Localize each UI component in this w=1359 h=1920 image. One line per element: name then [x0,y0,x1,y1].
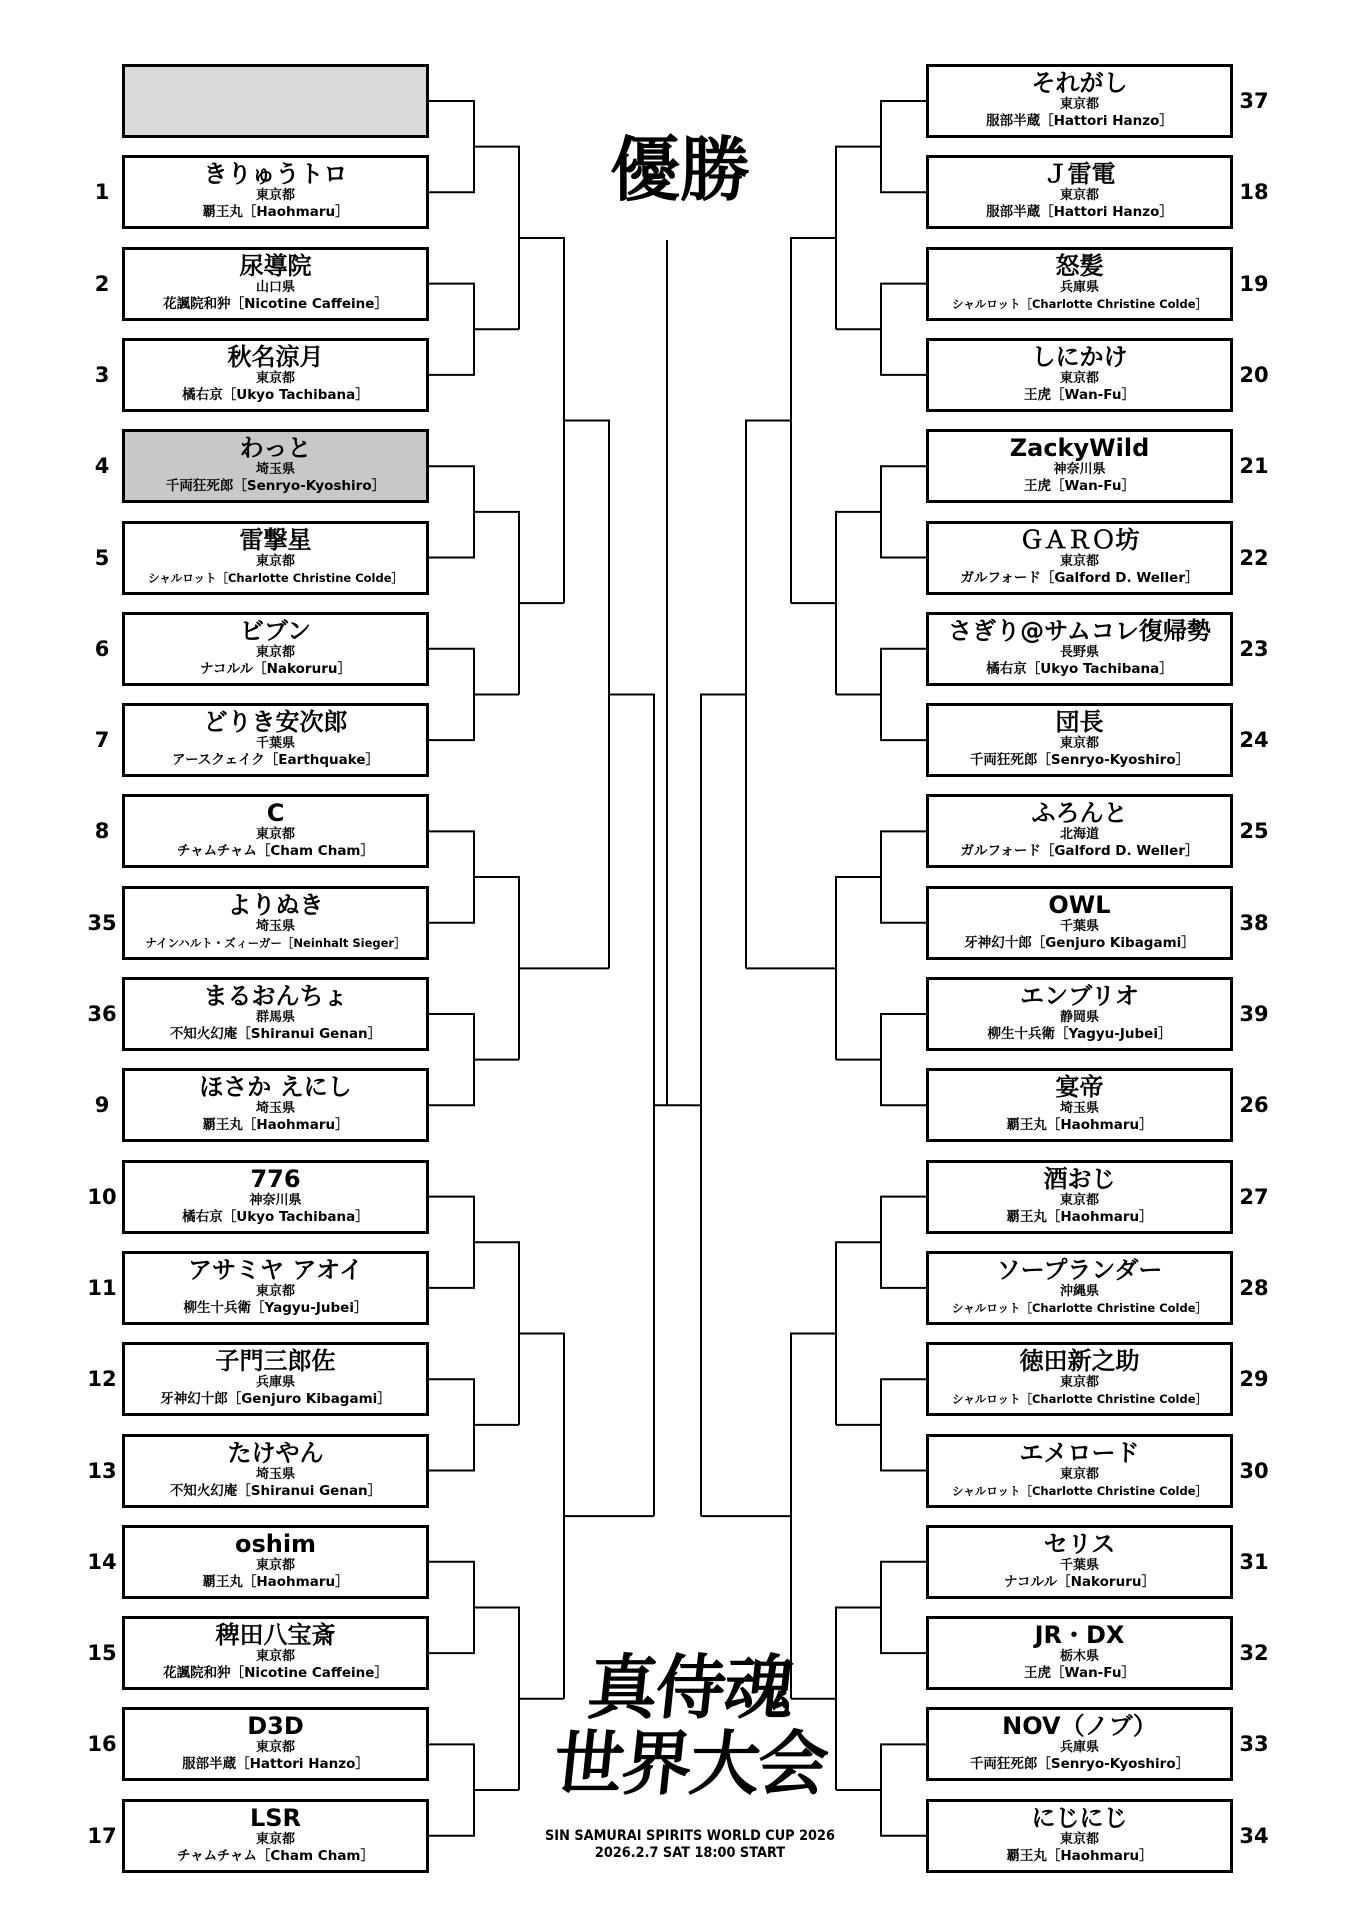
player-name: ほさか えにし [199,1073,352,1102]
player-character: 柳生十兵衛［Yagyu-Jubei］ [987,1026,1172,1042]
seed-number: 31 [1239,1549,1269,1574]
player-prefecture: 東京都 [1059,736,1099,752]
player-slot [122,1616,429,1690]
player-slot [926,429,1233,503]
player-slot [122,612,429,686]
player-character: 服部半蔵［Hattori Hanzo］ [986,204,1173,221]
seed-number: 9 [94,1093,110,1118]
player-character: 服部半蔵［Hattori Hanzo］ [986,113,1173,129]
bracket-line [474,1242,519,1425]
player-prefecture: 埼玉県 [255,1466,295,1482]
player-prefecture: 北海道 [1059,827,1099,843]
player-slot [122,1707,429,1781]
player-character: 花諷院和狆［Nicotine Caffeine］ [163,1665,388,1682]
player-prefecture: 東京都 [1059,188,1099,204]
bracket-line [429,1014,474,1105]
player-name: にじにじ [1031,1803,1128,1832]
bracket-line [836,877,881,1060]
player-name: わっと [239,434,312,463]
seed-number: 8 [94,819,110,844]
seed-number: 2 [94,271,110,296]
player-character: チャムチャム［Cham Cham］ [176,1847,374,1864]
seed-number: 38 [1239,910,1269,935]
bracket-line [881,1562,926,1653]
player-prefecture: 神奈川県 [249,1192,302,1208]
seed-number: 26 [1239,1093,1269,1118]
event-info [534,1828,847,1862]
player-character: 不知火幻庵［Shiranui Genan］ [169,1482,382,1499]
player-name: エメロード [1019,1438,1140,1467]
player-name: よりぬき [227,890,324,919]
player-slot [926,247,1233,321]
player-prefecture: 栃木県 [1059,1649,1099,1665]
bracket-line [474,512,519,695]
player-character: 王虎［Wan-Fu］ [1024,386,1135,403]
player-name: きりゅうトロ [203,160,348,189]
bracket-line [881,649,926,740]
player-slot [122,1799,429,1873]
bracket-line [836,147,881,330]
bracket-line [474,877,519,1060]
player-name: エンブリオ [1020,982,1139,1010]
player-character: シャルロット［Charlotte Christine Colde］ [951,296,1208,311]
player-name: NOV（ノブ） [1002,1712,1157,1741]
player-prefecture: 東京都 [255,1283,295,1299]
player-name: 宴帝 [1055,1073,1104,1102]
bracket-line [881,1197,926,1288]
bracket-line [519,238,564,603]
player-slot [926,886,1233,960]
bracket-line [429,1197,474,1288]
player-character: 千両狂死郎［Senryo-Kyoshiro］ [165,478,386,495]
player-character: 千両狂死郎［Senryo-Kyoshiro］ [969,1756,1190,1773]
player-character: アースクェイク［Earthquake］ [172,752,379,769]
player-prefecture: 山口県 [255,279,295,295]
player-slot [926,1342,1233,1416]
bracket-line [429,101,474,192]
player-slot [926,521,1233,595]
player-slot [122,1525,429,1599]
player-character: 橘右京［Ukyo Tachibana］ [986,660,1173,677]
bracket-line [474,1607,519,1790]
bracket-line [791,1334,836,1699]
player-prefecture: 兵庫県 [1059,279,1099,295]
player-slot [122,1160,429,1234]
bracket-line [881,831,926,922]
player-prefecture: 埼玉県 [255,1101,295,1117]
seed-number: 10 [87,1184,117,1209]
bracket-line [429,1744,474,1835]
seed-number: 32 [1239,1641,1269,1666]
player-character: シャルロット［Charlotte Christine Colde］ [951,1483,1208,1498]
seed-number: 1 [94,180,110,205]
player-prefecture: 東京都 [255,553,295,569]
player-name: LSR [249,1803,302,1832]
player-prefecture: 東京都 [1059,370,1099,386]
bracket-line [881,1014,926,1105]
player-prefecture: 埼玉県 [255,918,295,934]
player-name: しにかけ [1031,342,1128,371]
event-logo [540,1646,840,1805]
seed-number: 17 [87,1823,117,1848]
seed-number: 39 [1239,1002,1269,1026]
player-prefecture: 東京都 [1059,1466,1099,1482]
seed-number: 21 [1239,454,1269,479]
bracket-line [836,512,881,695]
player-prefecture: 東京都 [1059,553,1099,569]
bracket-line [429,1562,474,1653]
player-slot [926,794,1233,868]
player-name: どりき安次郎 [203,708,348,737]
player-character: 覇王丸［Haohmaru］ [202,1573,349,1590]
player-name: Ｊ雷電 [1043,160,1116,189]
seed-number: 34 [1239,1823,1269,1848]
bracket-line [519,1334,564,1699]
bracket-line [429,831,474,922]
player-prefecture: 群馬県 [255,1010,295,1025]
seed-number: 35 [87,910,117,935]
player-name: たけやん [227,1438,324,1467]
event-date: 2026.2.7 SAT 18:00 START [594,1845,786,1861]
bracket-line [429,284,474,375]
player-slot [926,338,1233,412]
seed-number: 15 [87,1641,117,1666]
player-slot [122,886,429,960]
seed-number: 28 [1239,1275,1269,1300]
player-name: 怒髪 [1055,251,1104,280]
seed-number: 29 [1239,1367,1269,1392]
bracket-line [881,1379,926,1470]
player-character: ナコルル［Nakoruru］ [200,660,351,677]
player-prefecture: 長野県 [1059,644,1099,660]
player-name: 776 [250,1164,301,1193]
seed-number: 16 [87,1732,117,1757]
player-character: ガルフォード［Galford D. Weller］ [960,569,1199,586]
player-prefecture: 東京都 [1059,1192,1099,1208]
player-slot [926,612,1233,686]
player-slot [926,977,1233,1051]
seed-number: 12 [87,1367,117,1392]
player-name: 徳田新之助 [1019,1347,1140,1376]
player-slot [926,1434,1233,1508]
player-name: 秋名涼月 [227,342,324,371]
bracket-line [881,1744,926,1835]
seed-number: 4 [94,454,110,479]
player-character: 覇王丸［Haohmaru］ [1006,1847,1153,1864]
seed-number: 5 [94,545,110,570]
player-slot [926,1525,1233,1599]
player-character: 橘右京［Ukyo Tachibana］ [182,1208,369,1225]
player-character: 王虎［Wan-Fu］ [1024,1665,1135,1682]
player-slot [926,1616,1233,1690]
bracket-line [654,240,667,1105]
logo-line-2: 世界大会 [549,1722,831,1805]
seed-number: 27 [1239,1184,1269,1209]
player-slot [926,64,1233,138]
player-prefecture: 沖縄県 [1059,1283,1099,1299]
player-slot [926,1799,1233,1873]
player-prefecture: 東京都 [1059,1831,1099,1847]
player-prefecture: 千葉県 [1059,918,1099,934]
player-name: 酒おじ [1043,1164,1116,1193]
player-name: ＧＡＲＯ坊 [1019,525,1140,554]
player-character: 覇王丸［Haohmaru］ [1006,1208,1153,1225]
player-name: 雷撃星 [239,525,312,554]
bracket-line [836,1607,881,1790]
player-name: さぎり@サムコレ復帰勢 [948,616,1211,645]
bracket-line [791,238,836,603]
player-character: シャルロット［Charlotte Christine Colde］ [951,1392,1208,1407]
seed-number: 33 [1239,1732,1269,1757]
player-slot [122,247,429,321]
player-slot [122,1342,429,1416]
player-prefecture: 東京都 [255,370,295,386]
player-prefecture: 東京都 [255,1831,295,1847]
bracket-line [881,466,926,557]
player-slot [122,338,429,412]
logo-line-1: 真侍魂 [583,1646,797,1729]
player-prefecture: 東京都 [255,1557,295,1573]
seed-number: 30 [1239,1458,1269,1483]
player-name: セリス [1043,1529,1116,1558]
player-name: まるおんちょ [203,982,348,1010]
player-slot [122,521,429,595]
player-character: チャムチャム［Cham Cham］ [176,843,374,860]
player-slot [926,1068,1233,1142]
event-title: SIN SAMURAI SPIRITS WORLD CUP 2026 [545,1828,835,1844]
player-character: シャルロット［Charlotte Christine Colde］ [147,570,404,585]
player-slot [122,794,429,868]
player-character: 王虎［Wan-Fu］ [1024,478,1135,495]
seed-number: 25 [1239,819,1269,844]
player-slot [122,155,429,229]
seed-number: 13 [87,1458,117,1483]
player-name: 子門三郎佐 [215,1347,336,1376]
player-slot [122,429,429,503]
player-character: 覇王丸［Haohmaru］ [202,204,349,221]
player-prefecture: 神奈川県 [1053,462,1106,478]
player-prefecture: 東京都 [255,188,295,204]
player-slot [926,1160,1233,1234]
player-slot [926,703,1233,777]
player-character: 千両狂死郎［Senryo-Kyoshiro］ [969,752,1190,769]
seed-number: 19 [1239,271,1269,296]
player-prefecture: 東京都 [1059,1375,1099,1391]
player-prefecture: 東京都 [255,1740,295,1756]
player-name: 団長 [1055,708,1104,737]
player-slot [926,1707,1233,1781]
player-prefecture: 静岡県 [1059,1010,1099,1025]
bracket-line [429,466,474,557]
player-prefecture: 東京都 [1059,97,1099,112]
player-character: 覇王丸［Haohmaru］ [1006,1117,1153,1134]
seed-number: 14 [87,1549,117,1574]
player-prefecture: 東京都 [255,644,295,660]
player-name: 尿導院 [239,251,312,280]
player-prefecture: 埼玉県 [255,462,295,478]
player-slot [122,703,429,777]
player-prefecture: 兵庫県 [1059,1740,1099,1756]
player-character: ナコルル［Nakoruru］ [1004,1573,1155,1590]
player-prefecture: 東京都 [255,1649,295,1665]
player-character: 柳生十兵衛［Yagyu-Jubei］ [183,1299,368,1316]
player-character: 覇王丸［Haohmaru］ [202,1117,349,1134]
player-name: ビブン [239,616,312,645]
player-slot [926,155,1233,229]
player-slot [122,64,429,138]
player-prefecture: 千葉県 [255,736,295,752]
player-character: 牙神幻十郎［Genjuro Kibagami］ [160,1391,391,1408]
player-character: 橘右京［Ukyo Tachibana］ [182,386,369,403]
player-character: 不知火幻庵［Shiranui Genan］ [169,1026,382,1042]
player-name: ZackyWild [1009,434,1150,463]
bracket-line [429,649,474,740]
seed-number: 36 [87,1002,117,1026]
player-slot [122,977,429,1051]
seed-number: 20 [1239,362,1269,387]
player-character: ガルフォード［Galford D. Weller］ [960,843,1199,860]
seed-number: 6 [94,636,110,661]
winner-label: 優勝 [610,128,750,211]
player-slot [122,1434,429,1508]
seed-number: 11 [87,1275,117,1300]
bracket-line [881,101,926,192]
player-character: ナインハルト・ズィーガー［Neinhalt Sieger］ [145,935,406,950]
seed-number: 23 [1239,636,1269,661]
bracket-line [881,284,926,375]
player-slot [122,1251,429,1325]
player-name: アサミヤ アオイ [188,1255,363,1284]
player-name: JR・DX [1034,1621,1125,1650]
player-name: oshim [234,1529,317,1558]
player-prefecture: 東京都 [255,827,295,843]
player-name: C [266,799,285,828]
seed-number: 24 [1239,728,1269,753]
player-name: ふろんと [1031,799,1128,828]
player-character: 牙神幻十郎［Genjuro Kibagami］ [964,934,1195,951]
player-name: 稗田八宝斎 [215,1621,336,1650]
bracket-line [836,1242,881,1425]
bracket-line [474,147,519,330]
seed-number: 18 [1239,180,1269,205]
player-name: OWL [1048,890,1111,919]
player-slot [122,1068,429,1142]
seed-number: 3 [94,362,110,387]
player-character: 花諷院和狆［Nicotine Caffeine］ [163,295,388,312]
player-name: D3D [247,1712,304,1741]
seed-number: 7 [94,728,110,753]
bracket-line [429,1379,474,1470]
player-slot [926,1251,1233,1325]
player-name: それがし [1031,69,1128,97]
player-prefecture: 千葉県 [1059,1557,1099,1573]
player-character: 服部半蔵［Hattori Hanzo］ [182,1756,369,1773]
player-prefecture: 兵庫県 [255,1375,295,1391]
player-character: シャルロット［Charlotte Christine Colde］ [951,1300,1208,1315]
seed-number: 37 [1239,89,1269,113]
player-name: ソープランダー [996,1255,1163,1284]
player-prefecture: 埼玉県 [1059,1101,1099,1117]
seed-number: 22 [1239,545,1269,570]
